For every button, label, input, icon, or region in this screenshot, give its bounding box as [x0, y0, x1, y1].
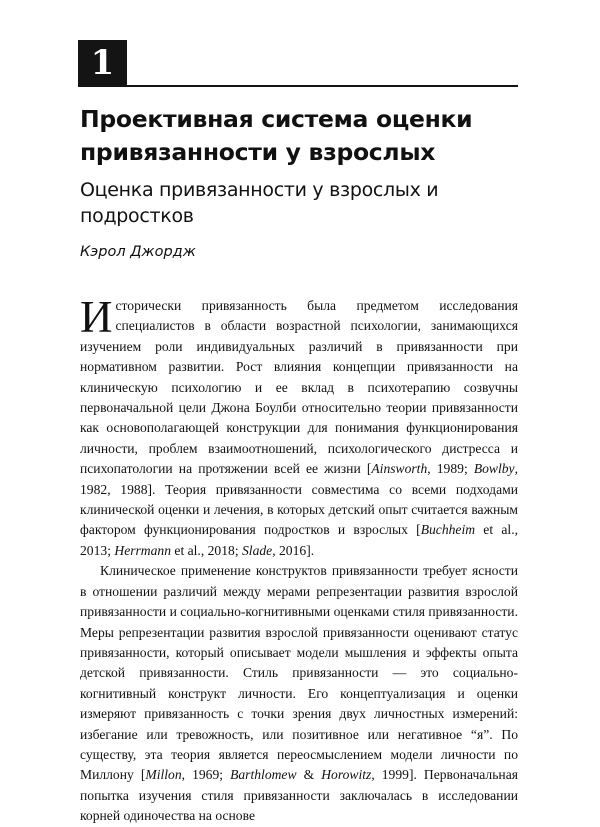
paragraph-1-text: сторически привязанность была предметом исследования специалистов в области возрастной психологии, занимающихся изучением роли индивидуальных различий в привязанности при нормативном развитии. Рост влияния концепции привязанности на клиническую психологию и ее вклад в психотерапию созвучны первоначальной цели Джона Боулби относительно теории привязанности как основополагающей конструкции для понимания функционирования личности, проблем взаимоотношений, психологического дистресса и психопатологии на протяжении всей ее жизни [ [80, 298, 518, 477]
chapter-number: 1 [90, 43, 115, 83]
citation-author: Millon [145, 767, 182, 783]
citation-author: Slade [242, 542, 273, 558]
citation-author: Bowlby [473, 461, 515, 477]
citation-author: Herrmann [114, 542, 172, 558]
paragraph-1-text: , 1982, 1988]. Теория привязанности совместима со всеми подходами клинической оценки и лечения, в которых детский опыт считается важным фактором функционирования подростков и взрослых [ [80, 461, 518, 538]
paragraph-2-text: , 1999]. Первоначальная попытка изучения стиля привязанности заключалась в исследовании корней одиночества на основе [80, 767, 518, 824]
paragraph-2-text: , 1969; [181, 767, 231, 783]
chapter-number-box [78, 40, 127, 87]
citation-author: Buchheim [420, 522, 476, 538]
body-text [80, 292, 518, 827]
chapter-rule [127, 85, 518, 87]
chapter-title: Проективная система оценки привязанности у взрослых [80, 105, 473, 166]
paragraph-2 [80, 561, 518, 826]
citation-author: Ainsworth [371, 461, 428, 477]
paragraph-1-text: , 2016]. [272, 542, 315, 558]
citation-author: Barthlomew [230, 767, 297, 783]
paragraph-1-text: , 1989; [427, 461, 474, 477]
paragraph-1-text: et al., 2013; [80, 522, 518, 558]
citation-author: Horowitz [321, 767, 372, 783]
chapter-subtitle: Оценка привязанности у взрослых и подростков [80, 179, 439, 227]
paragraph-2-text: & [296, 767, 322, 783]
drop-cap: И [80, 292, 113, 342]
paragraph-1 [80, 292, 518, 561]
author-name: Кэрол Джордж [80, 244, 196, 260]
paragraph-1-text: et al., 2018; [171, 542, 242, 558]
paragraph-2-text: Клиническое применение конструктов привязанности требует ясности в отношении различий между мерами репрезентации развития взрослой привязанности и социально-когнитивными оценками стиля привязанности. Меры репрезентации развития взрослой привязанности оценивают статус привязанности, который описывает модели мышления и эффекты опыта детской привязанности. Стиль привязанности — это социально-когнитивный конструкт личности. Его концептуализация и оценки измеряют привязанность с точки зрения двух личностных измерений: избегание или тревожность, или позитивное или негативное “я”. По существу, эта теория является переосмыслением модели личности по Миллону [ [80, 563, 518, 783]
